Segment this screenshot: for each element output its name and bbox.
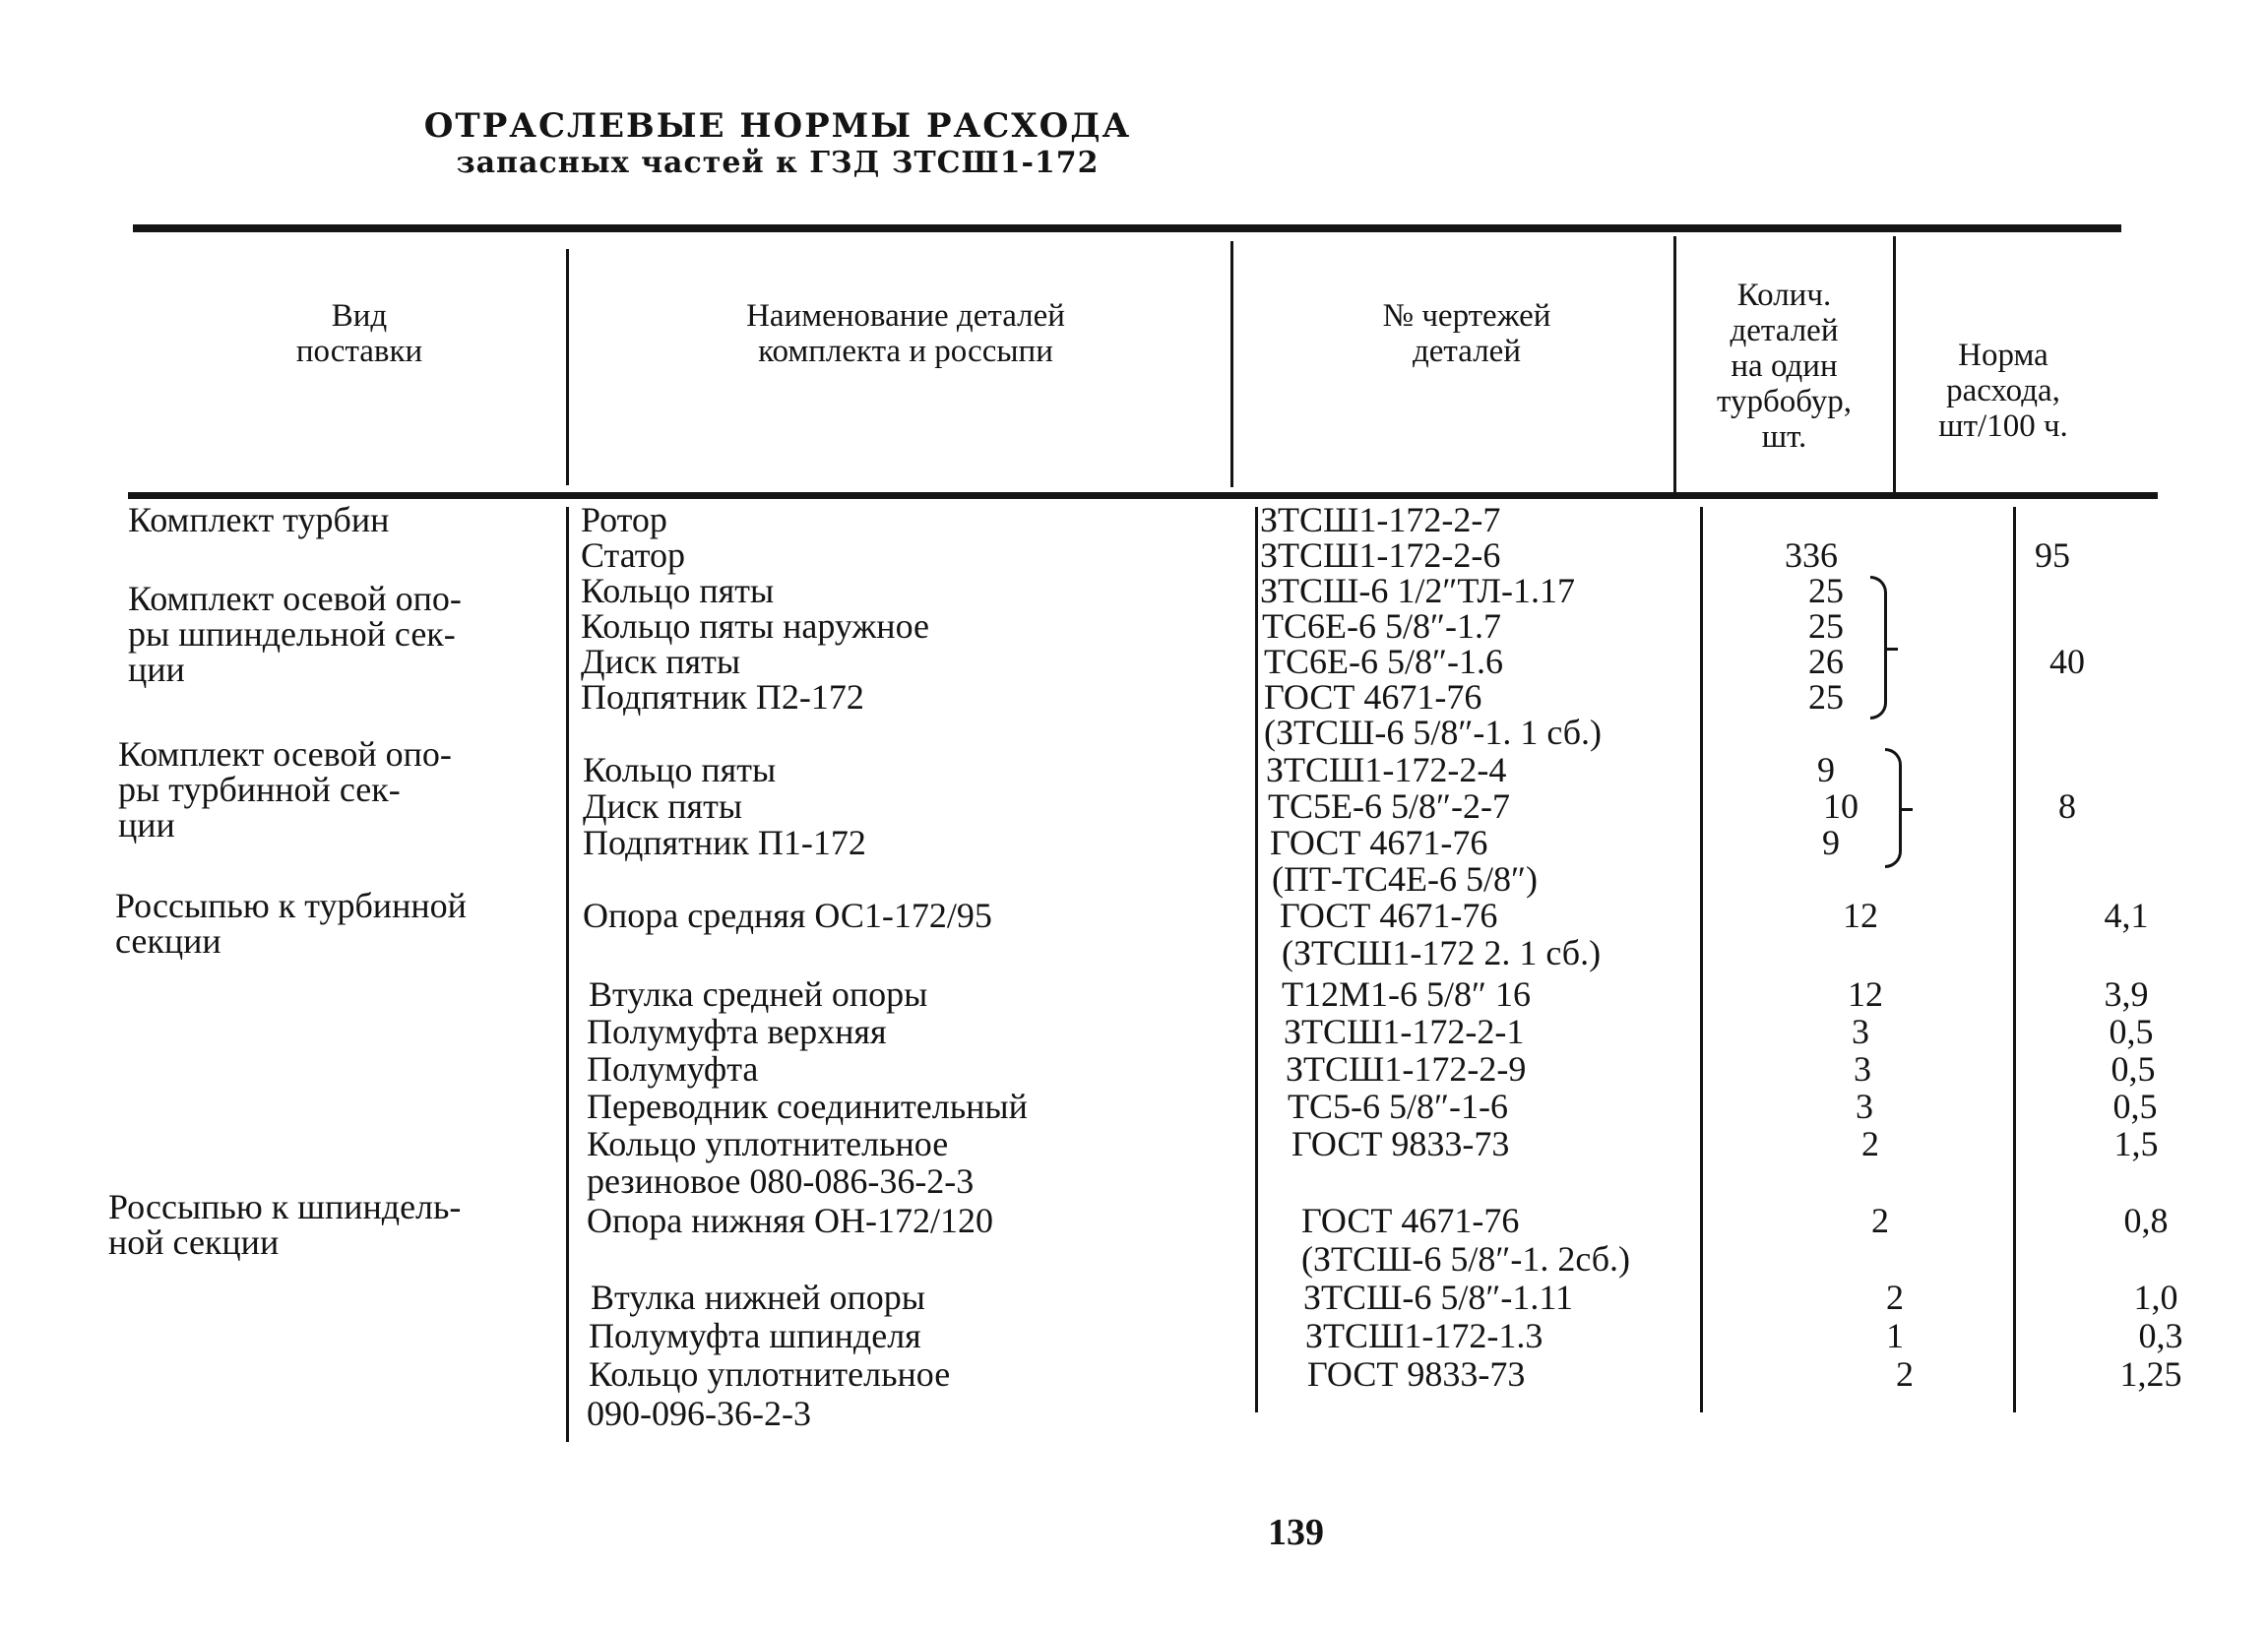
part-name: Диск пяты	[581, 642, 741, 681]
column-divider-2-body	[1255, 507, 1258, 1412]
part-name: Подпятник П1-172	[583, 823, 866, 862]
drawing-number: ЗТСШ1-172-2-1	[1284, 1012, 1525, 1051]
part-name: Диск пяты	[583, 786, 743, 826]
quantity: 10	[1823, 786, 1858, 826]
part-name: Статор	[581, 535, 686, 575]
column-divider-1	[566, 249, 569, 485]
quantity: 25	[1808, 571, 1844, 610]
quantity: 2	[1871, 1201, 1889, 1240]
header-drawing-number: № чертежей деталей	[1382, 298, 1551, 369]
quantity: 25	[1808, 677, 1844, 717]
quantity: 12	[1848, 974, 1883, 1014]
part-name: Опора средняя ОС1-172/95	[583, 896, 992, 935]
drawing-number: Т12М1-6 5/8″ 16	[1282, 974, 1531, 1014]
part-name: 090-096-36-2-3	[587, 1394, 811, 1433]
drawing-number: ЗТСШ1-172-2-4	[1266, 750, 1507, 789]
consumption-norm: 4,1	[2104, 896, 2149, 935]
consumption-norm: 0,5	[2109, 1012, 2154, 1051]
quantity: 3	[1856, 1087, 1873, 1126]
part-name: Кольцо пяты	[583, 750, 777, 789]
drawing-number: ЗТСШ1-172-2-6	[1260, 535, 1501, 575]
quantity: 9	[1822, 823, 1840, 862]
drawing-number: ТС6Е-6 5/8″-1.7	[1262, 606, 1501, 646]
consumption-norm: 1,0	[2133, 1278, 2178, 1317]
group-turbine-bearing-set: Комплект осевой опо- ры турбинной сек- ции	[118, 734, 452, 845]
part-name: Втулка средней опоры	[589, 974, 928, 1014]
consumption-norm: 0,5	[2110, 1049, 2156, 1089]
drawing-number: ТС6Е-6 5/8″-1.6	[1264, 642, 1503, 681]
part-name: Полумуфта	[587, 1049, 759, 1089]
consumption-norm: 1,5	[2113, 1124, 2159, 1163]
drawing-number: (ПТ-ТС4Е-6 5/8″)	[1272, 859, 1538, 899]
column-divider-1-body	[566, 507, 569, 1442]
consumption-norm: 0,5	[2112, 1087, 2158, 1126]
consumption-norm: 95	[2035, 535, 2070, 575]
quantity: 26	[1808, 642, 1844, 681]
header-bottom-rule	[128, 492, 2158, 499]
group-turbine-set: Комплект турбин	[128, 500, 390, 539]
part-name: Ротор	[581, 500, 667, 539]
drawing-number: ГОСТ 4671-76	[1301, 1201, 1520, 1240]
consumption-norm: 0,3	[2138, 1316, 2183, 1355]
page-title: ОТРАСЛЕВЫЕ НОРМЫ РАСХОДА	[423, 106, 1132, 146]
drawing-number: (ЗТСШ-6 5/8″-1. 2сб.)	[1301, 1239, 1631, 1279]
header-consumption-norm: Норма расхода, шт/100 ч.	[1938, 338, 2068, 444]
part-name: резиновое 080-086-36-2-3	[587, 1161, 975, 1201]
top-rule	[133, 224, 2121, 232]
part-name: Кольцо уплотнительное	[589, 1354, 951, 1394]
quantity: 3	[1854, 1049, 1871, 1089]
quantity: 9	[1817, 750, 1835, 789]
quantity: 2	[1896, 1354, 1914, 1394]
drawing-number: ГОСТ 9833-73	[1307, 1354, 1526, 1394]
header-part-name: Наименование деталей комплекта и россыпи	[746, 298, 1065, 369]
part-name: Втулка нижней опоры	[591, 1278, 925, 1317]
page-number: 139	[1268, 1512, 1324, 1553]
drawing-number: ГОСТ 4671-76	[1270, 823, 1488, 862]
quantity: 2	[1886, 1278, 1904, 1317]
part-name: Опора нижняя ОН-172/120	[587, 1201, 994, 1240]
column-divider-4-body	[2013, 507, 2016, 1412]
part-name: Кольцо уплотнительное	[587, 1124, 949, 1163]
drawing-number: ЗТСШ-6 1/2″ТЛ-1.17	[1260, 571, 1575, 610]
group-loose-spindle-section: Россыпью к шпиндель- ной секции	[108, 1187, 462, 1262]
consumption-norm: 8	[2058, 786, 2076, 826]
grouping-brace	[1870, 576, 1887, 720]
consumption-norm: 3,9	[2104, 974, 2149, 1014]
column-divider-3-body	[1700, 507, 1703, 1412]
page-subtitle: запасных частей к ГЗД ЗТСШ1-172	[456, 146, 1100, 180]
column-divider-2	[1230, 241, 1233, 487]
drawing-number: ТС5-6 5/8″-1-6	[1288, 1087, 1508, 1126]
part-name: Подпятник П2-172	[581, 677, 864, 717]
drawing-number: ГОСТ 4671-76	[1280, 896, 1498, 935]
grouping-brace	[1885, 748, 1902, 868]
drawing-number: ГОСТ 9833-73	[1292, 1124, 1510, 1163]
drawing-number: ЗТСШ1-172-2-7	[1260, 500, 1501, 539]
quantity: 25	[1808, 606, 1844, 646]
group-spindle-bearing-set: Комплект осевой опо- ры шпиндельной сек- ции	[128, 579, 462, 689]
quantity: 12	[1843, 896, 1878, 935]
part-name: Переводник соединительный	[587, 1087, 1028, 1126]
consumption-norm: 40	[2049, 642, 2085, 681]
drawing-number: ЗТСШ-6 5/8″-1.11	[1303, 1278, 1573, 1317]
part-name: Полумуфта верхняя	[587, 1012, 887, 1051]
drawing-number: (ЗТСШ1-172 2. 1 сб.)	[1282, 933, 1602, 972]
drawing-number: ЗТСШ1-172-1.3	[1305, 1316, 1544, 1355]
part-name: Полумуфта шпинделя	[589, 1316, 921, 1355]
consumption-norm: 1,25	[2119, 1354, 2182, 1394]
drawing-number: ТС5Е-6 5/8″-2-7	[1268, 786, 1510, 826]
drawing-number: ГОСТ 4671-76	[1264, 677, 1482, 717]
quantity: 1	[1886, 1316, 1904, 1355]
header-supply-type: Вид поставки	[295, 298, 423, 369]
group-loose-turbine-section: Россыпью к турбинной секции	[115, 886, 467, 961]
drawing-number: ЗТСШ1-172-2-9	[1286, 1049, 1527, 1089]
drawing-number: (ЗТСШ-6 5/8″-1. 1 сб.)	[1264, 713, 1603, 752]
consumption-norm: 0,8	[2123, 1201, 2169, 1240]
header-quantity: Колич. деталей на один турбобур, шт.	[1716, 278, 1853, 455]
part-name: Кольцо пяты	[581, 571, 775, 610]
quantity: 336	[1785, 535, 1838, 575]
quantity: 2	[1861, 1124, 1879, 1163]
part-name: Кольцо пяты наружное	[581, 606, 929, 646]
column-divider-3	[1673, 236, 1676, 492]
quantity: 3	[1852, 1012, 1869, 1051]
